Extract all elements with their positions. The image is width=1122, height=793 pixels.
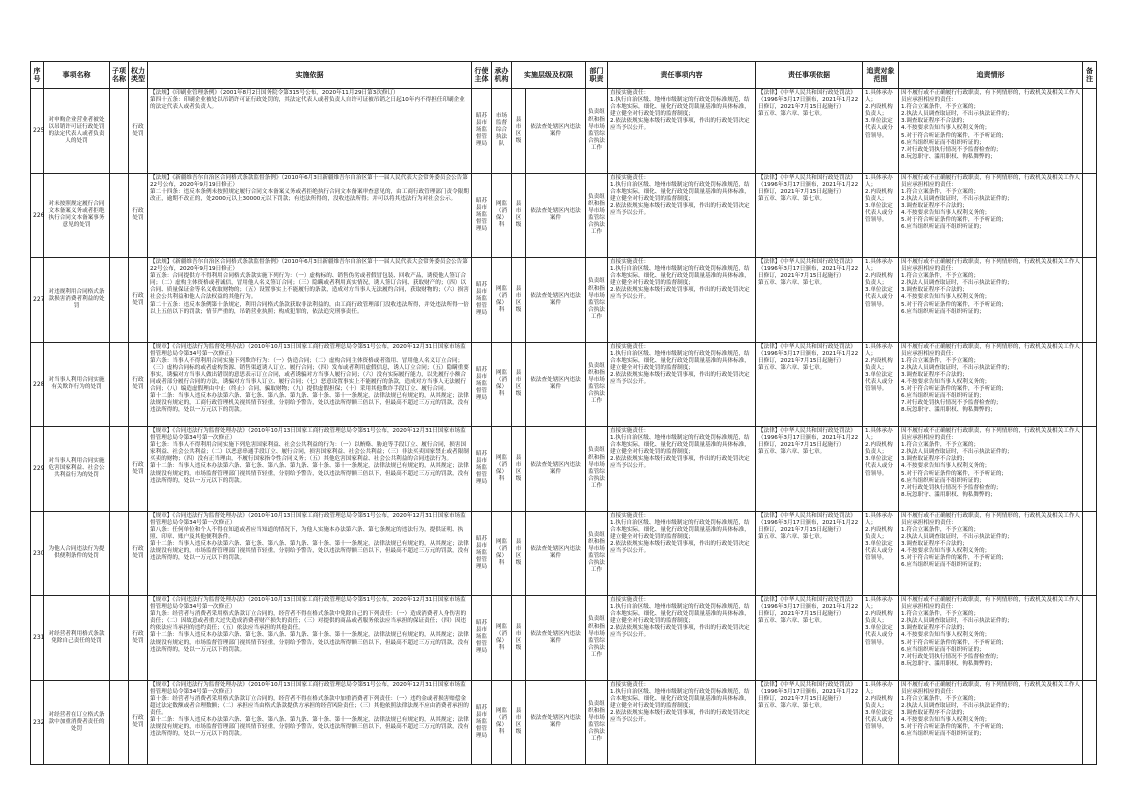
cell-level [512,427,526,512]
cell-duty-basis-text: 【法律】《中华人民共和国行政处罚法》（1996年3月17日颁布，2021年1月22日修订，2021年7月15日起施行） 第五章、第六章、第七章。 [758,259,859,287]
cell-power-type-text: 行政处罚 [132,292,144,306]
cell-duty [608,89,756,174]
cell-authority-text: 依法查处辖区内违法案件 [530,292,581,306]
cell-item-name-text: 对申购企业营业者被处以吊销许可证行政处罚的法定代表人或者负责人的处罚 [48,116,105,144]
cell-org-text: 网监（消保）科 [495,370,508,398]
cell-dept-duty [586,258,608,343]
cell-scope-text: 1.具体承办人； 2.内设机构负责人； 3.单位法定代表人或分管领导。 [865,259,893,308]
cell-scope-text: 1.具体承办人； 2.内设机构负责人； 3.单位法定代表人或分管领导。 [865,512,893,562]
cell-dept-duty-text: 负责组织和指导市场监管综合执法工作 [588,531,605,574]
cell-seq [31,511,44,596]
cell-duty-basis [756,596,863,681]
cell-org-text: 网监（消保）科 [495,454,508,482]
cell-duty-text: 直接实施责任： 1.执行自治区级、地州市级制定的行政处罚标准规范，结合本地实际，细化、量化行政处罚裁量基准的具体标准，建立健全对行政处罚的监督制度； 2.依法依规实施本级行政处罚事项，作出的行政处罚决定应当予以公开。 [610,512,750,554]
cell-dept-duty [586,680,608,765]
cell-duty-basis-text: 【法律】《中华人民共和国行政处罚法》（1996年3月17日颁布，2021年1月22日修订，2021年7月15日起施行） 第五章、第六章、第七章。 [758,343,859,371]
cell-dept-duty-text: 负责组织和指导市场监管综合执法工作 [588,362,605,405]
cell-level [512,342,526,427]
cell-authority-text: 依法查处辖区内违法案件 [530,715,581,729]
cell-duty-text: 直接实施责任： 1.执行自治区级、地州市级制定的行政处罚标准规范，结合本地实际，细化、量化行政处罚裁量基准的具体标准，建立健全对行政处罚的监督制度； 2.依法依规实施本级行政处罚事项，作出的行政处罚决定应当予以公开。 [610,174,750,216]
cell-duty-basis [756,89,863,174]
cell-subject [472,427,492,512]
cell-dept-duty [586,596,608,681]
cell-authority-text: 依法查处辖区内违法案件 [530,630,581,644]
cell-org [492,173,512,258]
cell-scope-text: 1.具体承办人； 2.内设机构负责人； 3.单位法定代表人或分管领导。 [865,174,893,224]
cell-remark [1083,680,1097,765]
cell-item-name-text: 为他人合同违法行为提供便利条件的处罚 [48,546,105,560]
cell-dept-duty [586,427,608,512]
cell-item-name [44,596,110,681]
cell-duty-basis [756,427,863,512]
cell-org-text: 网监（消保）科 [495,623,508,651]
cell-item-name [44,89,110,174]
cell-power-type [129,173,148,258]
cell-power-type-text: 行政处罚 [132,123,144,137]
table-row [31,342,1097,427]
cell-item-name [44,680,110,765]
cell-scope [863,427,899,512]
table-body [31,89,1097,765]
cell-org [492,596,512,681]
cell-dept-duty [586,511,608,596]
cell-subject-text: 昭苏县市场监督管理局 [475,366,488,401]
cell-cases [899,258,1083,343]
cell-org [492,427,512,512]
cell-org [492,258,512,343]
cell-cases [899,173,1083,258]
cell-scope [863,89,899,174]
cell-authority [526,680,586,765]
cell-org [492,342,512,427]
cell-power-type-text: 行政处罚 [132,461,144,475]
cell-seq [31,258,44,343]
cell-duty-basis-text: 【法律】《中华人民共和国行政处罚法》（1996年3月17日颁布，2021年1月22日修订，2021年7月15日起施行） 第五章、第六章、第七章。 [758,597,859,625]
cell-scope [863,680,899,765]
header-basis: 实施依据 [148,62,472,89]
cell-item-name-text: 对未按照规定履行合同文本备案义务或者拒绝执行合同文本备案事务意见的处罚 [48,201,105,229]
cell-item-name-text: 对违规利用合同格式条款损害消费者利益的处罚 [48,289,105,310]
cell-remark [1083,258,1097,343]
cell-duty [608,173,756,258]
cell-level [512,680,526,765]
cell-dept-duty-text: 负责组织和指导市场监管综合执法工作 [588,616,605,658]
cell-subject [472,173,492,258]
cell-basis [148,680,472,765]
cell-duty-text: 直接实施责任： 1.执行自治区级、地州市级制定的行政处罚标准规范，结合本地实际，细化、量化行政处罚裁量基准的具体标准，建立健全对行政处罚的监督制度； 2.依法依规实施本级行政处罚事项，作出的行政处罚决定应当予以公开。 [610,681,750,723]
cell-basis [148,596,472,681]
table-row [31,680,1097,765]
cell-duty-basis [756,173,863,258]
cell-seq [31,173,44,258]
cell-authority-text: 依法查处辖区内违法案件 [530,208,581,222]
cell-seq-text: 227 [33,296,45,304]
cell-duty [608,258,756,343]
header-duty: 责任事项内容 [608,62,756,89]
cell-seq [31,596,44,681]
cell-basis-text: 【规章】《合同违法行为监督处理办法》（2010年10月13日国家工商行政管理总局令第51号公布，2020年12月31日国家市场监督管理总局令第34号第一次修正） 第十条：经营者与消费者采用格式条款订立合同的，经营者不得在格式条款中加重消费者下列责任：（一）违约金或者损害赔偿金超过法定数额或者合理数额；（二）承担应当由格式条款提供方承担的经营风险责任；（三）其他依照法律法规不应由消费者承担的责任。 第十二条：当事人违反本办法第六条、第七条、第八条、第九条、第十条、第十一条规定，法律法规已有规定的，从其规定；法律法规没有规定的，市场监督管理部门视其情节轻重，分别给予警告，处以违法所得额三倍以下，但最高不超过三万元的罚款，没有违法所得的，处以一万元以下的罚款。 [150,681,469,738]
cell-cases-text: 因不履行或不正确履行行政职责，有下列情形的，行政机关及相关工作人员应承担相应的责任： 1.符合立案条件，不予立案的； 2.执法人员调查取证时，不出示执法证件的； 3.调查取证程序不合法的； 4.不按要求告知当事人权利义务的； 5.对于符合听证条件的案件，不予听证的； 6.应当组织听证而不组织听证的； [901,512,1081,569]
cell-sub-item [110,173,129,258]
cell-sub-item [110,258,129,343]
header-scope: 追责对象范围 [863,62,899,89]
cell-cases-text: 因不履行或不正确履行行政职责，有下列情形的，行政机关及相关工作人员应承担相应的责任： 1.符合立案条件，不予立案的； 2.执法人员调查取证时，不出示执法证件的； 3.调查取证程序不合法的； 4.不按要求告知当事人权利义务的； 5.对于符合听证条件的案件，不予听证的； 6.应当组织听证而不组织听证的； 7.对行政处罚执行情况不予监督检查的； 8.玩忽职守、滥用职权、徇私舞弊的； [901,428,1081,498]
cell-subject-text: 昭苏县市场监督管理局 [475,113,488,148]
cell-scope-text: 1.具体承办人； 2.内设机构负责人； 3.单位法定代表人或分管领导。 [865,343,893,393]
cell-authority [526,511,586,596]
cell-power-type [129,596,148,681]
cell-org [492,511,512,596]
cell-duty-basis [756,680,863,765]
cell-scope [863,173,899,258]
cell-duty-basis-text: 【法律】《中华人民共和国行政处罚法》（1996年3月17日颁布，2021年1月22日修订，2021年7月15日起施行） 第五章、第六章、第七章。 [758,174,859,202]
cell-subject [472,342,492,427]
cell-subject [472,511,492,596]
cell-power-type-text: 行政处罚 [132,546,144,560]
cell-authority [526,342,586,427]
cell-duty [608,680,756,765]
cell-cases-text: 因不履行或不正确履行行政职责，有下列情形的，行政机关及相关工作人员应承担相应的责任： 1.符合立案条件，不予立案的； 2.执法人员调查取证时，不出示执法证件的； 3.调查取证程序不合法的； 4.不按要求告知当事人权利义务的； 5.对于符合听证条件的案件，不予听证的； 6.应当组织听证而不组织听证的； [901,174,1081,231]
cell-item-name [44,258,110,343]
cell-item-name-text: 对当事人利用合同实施有关欺诈行为的处罚 [48,377,105,391]
cell-dept-duty-text: 负责组织和指导市场监管综合执法工作 [588,193,605,236]
cell-cases-text: 因不履行或不正确履行行政职责，有下列情形的，行政机关及相关工作人员应承担相应的责任： 1.符合立案条件，不予立案的； 2.执法人员调查取证时，不出示执法证件的； 3.调查取证程序不合法的； 4.不按要求告知当事人权利义务的； 5.对于符合听证条件的案件，不予听证的； 6.应当组织听证而不组织听证的； 7.对行政处罚执行情况不予监督检查的； 8.玩忽职守、滥用职权、徇私舞弊的； [901,343,1081,414]
cell-cases [899,680,1083,765]
duty-list-sheet [30,61,1096,763]
cell-authority [526,173,586,258]
cell-seq-text: 228 [33,380,45,388]
cell-basis-text: 【法规】《新疆维吾尔自治区合同格式条款监督条例》（2010年6月3日新疆维吾尔自治区第十一届人民代表大会常务委员会公告第22号公布，2020年9月19日修正） 第五条：合同提供方不得利用合同格式条款实施下列行为：（一）虚构标的、销售伪劣或者假冒包装、回收产品，诱使他人签订合同；（二）虚构主体资格或者诚信，冒用他人名义签订合同；（三）隐瞒或者利用真实情况，诱人签订合同、获取财产的；（四）以合同、质量保证金等名义收取财物的；（五）设置事实上不能履行的条款，造成对方当事人无法履约合同，获取财物的；（六）损害社会公共利益和他人合法权益的其他行为。 第二十五条：违反本条例第十条规定，利用合同格式条款获取非法利益的，由工商行政管理部门没收违法所得，并处违法所得一倍以上五倍以下的罚款；情节严重的，吊销营业执照；构成犯罪的，依法追究刑事责任。 [150,259,469,315]
cell-seq-text: 231 [33,634,45,642]
cell-seq-text: 232 [33,718,45,726]
cell-subject [472,680,492,765]
cell-remark [1083,173,1097,258]
cell-basis [148,89,472,174]
cell-scope-text: 1.具体承办人； 2.内设机构负责人； 3.单位法定代表人或分管领导。 [865,428,893,477]
header-cases: 追责情形 [899,62,1083,89]
cell-seq-text: 230 [33,549,45,557]
header-remark: 备注 [1083,62,1097,89]
cell-authority-text: 依法查处辖区内违法案件 [530,377,581,391]
cell-scope [863,596,899,681]
cell-subject [472,596,492,681]
table-row [31,89,1097,174]
cell-item-name-text: 对经营者利用格式条款免除自己责任的处罚 [48,630,105,644]
cell-duty [608,427,756,512]
cell-remark [1083,342,1097,427]
cell-level [512,258,526,343]
cell-subject-text: 昭苏县市场监督管理局 [475,197,488,232]
cell-subject-text: 昭苏县市场监督管理局 [475,451,488,486]
cell-level [512,173,526,258]
cell-authority-text: 依法查处辖区内违法案件 [530,546,581,560]
header-sub: 子项名称 [110,62,129,89]
header-org: 承办机构 [492,62,512,89]
cell-org-text: 网监（消保）科 [495,708,508,736]
cell-duty-basis-text: 【法律】《中华人民共和国行政处罚法》（1996年3月17日颁布，2021年1月22日修订，2021年7月15日起施行） 第五章、第六章、第七章。 [758,512,859,540]
cell-level [512,511,526,596]
cell-cases-text: 因不履行或不正确履行行政职责，有下列情形的，行政机关及相关工作人员应承担相应的责任： 1.符合立案条件，不予立案的； 2.执法人员调查取证时，不出示执法证件的； 3.调查取证程序不合法的； 4.不按要求告知当事人权利义务的； 5.对于符合听证条件的案件，不予听证的； 6.应当组织听证而不组织听证的； 7.对行政处罚执行情况不予监督检查的； 8.玩忽职守、滥用职权、徇私舞弊的； [901,90,1081,160]
cell-subject [472,89,492,174]
cell-cases [899,596,1083,681]
cell-duty-basis [756,511,863,596]
cell-seq-text: 229 [33,465,45,473]
cell-level-text: 县市区级 [515,454,522,482]
cell-seq-text: 225 [33,127,45,135]
cell-subject [472,258,492,343]
cell-duty-text: 直接实施责任： 1.执行自治区级、地州市级制定的行政处罚标准规范，结合本地实际，细化、量化行政处罚裁量基准的具体标准，建立健全对行政处罚的监督制度； 2.依法依规实施本级行政处罚事项，作出的行政处罚决定应当予以公开。 [610,428,750,470]
cell-power-type-text: 行政处罚 [132,377,144,391]
table-row [31,173,1097,258]
cell-org-text: 网监（消保）科 [495,201,508,229]
cell-duty-basis-text: 【法律】《中华人民共和国行政处罚法》（1996年3月17日颁布，2021年1月22日修订，2021年7月15日起施行） 第五章、第六章、第七章。 [758,90,859,118]
cell-cases [899,89,1083,174]
header-level: 实施层级及权限 [512,62,586,89]
cell-dept-duty-text: 负责组织和指导市场监管综合执法工作 [588,278,605,320]
cell-scope-text: 1.具体承办人； 2.内设机构负责人； 3.单位法定代表人或分管领导。 [865,681,893,731]
cell-duty-text: 直接实施责任： 1.执行自治区级、地州市级制定的行政处罚标准规范，结合本地实际，细化、量化行政处罚裁量基准的具体标准，建立健全对行政处罚的监督制度； 2.依法依规实施本级行政处罚事项，作出的行政处罚决定应当予以公开。 [610,343,750,385]
cell-subject-text: 昭苏县市场监督管理局 [475,620,488,655]
cell-level [512,596,526,681]
cell-level [512,89,526,174]
cell-sub-item [110,680,129,765]
cell-remark [1083,89,1097,174]
cell-duty-text: 直接实施责任： 1.执行自治区级、地州市级制定的行政处罚标准规范，结合本地实际，细化、量化行政处罚裁量基准的具体标准，建立健全对行政处罚的监督制度； 2.依法依规实施本级行政处罚事项，作出的行政处罚决定应当予以公开。 [610,259,750,301]
cell-duty-basis [756,342,863,427]
cell-level-text: 县市区级 [515,623,522,651]
header-dept-duty: 部门职责 [586,62,608,89]
cell-org-text: 市场监督综合执法队 [495,113,508,148]
cell-org [492,680,512,765]
cell-dept-duty-text: 负责组织和指导市场监管综合执法工作 [588,109,605,151]
cell-cases-text: 因不履行或不正确履行行政职责，有下列情形的，行政机关及相关工作人员应承担相应的责任： 1.符合立案条件，不予立案的； 2.执法人员调查取证时，不出示执法证件的； 3.调查取证程序不合法的； 4.不按要求告知当事人权利义务的； 5.对于符合听证条件的案件，不予听证的； 6.应当组织听证而不组织听证的； 7.对行政处罚执行情况不予监督检查的； 8.玩忽职守、滥用职权、徇私舞弊的； [901,597,1081,667]
cell-basis [148,258,472,343]
cell-item-name-text: 对当事人利用合同实施危害国家利益、社会公共利益行为的处罚 [48,458,105,479]
cell-cases [899,427,1083,512]
cell-dept-duty-text: 负责组织和指导市场监管综合执法工作 [588,700,605,743]
cell-remark [1083,596,1097,681]
cell-level-text: 县市区级 [515,285,522,313]
cell-dept-duty [586,173,608,258]
cell-power-type [129,89,148,174]
cell-authority [526,258,586,343]
cell-duty-basis-text: 【法律】《中华人民共和国行政处罚法》（1996年3月17日颁布，2021年1月22日修订，2021年7月15日起施行） 第五章、第六章、第七章。 [758,428,859,456]
cell-scope-text: 1.具体承办人； 2.内设机构负责人； 3.单位法定代表人或分管领导。 [865,597,893,646]
cell-sub-item [110,342,129,427]
cell-duty-basis-text: 【法律】《中华人民共和国行政处罚法》（1996年3月17日颁布，2021年1月22日修订，2021年7月15日起施行） 第五章、第六章、第七章。 [758,681,859,709]
cell-power-type [129,680,148,765]
cell-item-name-text: 对经营者在订立格式条款中加重消费者责任的处罚 [48,711,105,732]
cell-seq-text: 226 [33,211,45,219]
cell-dept-duty [586,342,608,427]
cell-authority [526,596,586,681]
cell-level-text: 县市区级 [515,370,522,398]
cell-seq [31,427,44,512]
cell-power-type [129,342,148,427]
cell-cases [899,342,1083,427]
cell-basis-text: 【法规】《新疆维吾尔自治区合同格式条款监督条例》（2010年6月3日新疆维吾尔自治区第十一届人民代表大会常务委员会公告第22号公布，2020年9月19日修正） 第二十四条：违反本条例未按照规定履行合同文本备案义务或者拒绝执行合同文本备案审查意见的，由工商行政管理部门责令限期改正，逾期不改正的，处2000元以上30000元以下罚款；有违法所得的，没收违法所得；并可以将其违法行为对社会公示。 [150,174,469,202]
cell-power-type-text: 行政处罚 [132,715,144,729]
cell-scope [863,258,899,343]
cell-seq [31,342,44,427]
cell-basis-text: 【规章】《合同违法行为监督处理办法》（2010年10月13日国家工商行政管理总局令第51号公布，2020年12月31日国家市场监督管理总局令第34号第一次修正） 第六条：当事人不得利用合同实施下列欺诈行为：（一）伪造合同；（二）虚构合同主体资格或者盗用、冒用他人名义订立合同；（三）虚构合同标的或者虚构货源、销售渠道诱人订立、履行合同；（四）发布或者利用虚假信息，诱人订立合同；（五）隐瞒重要事实，诱骗对方当事人做出错误的意思表示订立合同，或者诱骗对方当事人履行合同；（六）没有实际履行能力，以先履行小额合同或者部分履行合同的方法，诱骗对方当事人订立、履行合同；（七）恶意设置事实上不能履行的条款，造成对方当事人无法履行合同；（八）编造虚假理由中止（终止）合同，骗取财物；（九）提供虚假担保；（十）采用其他欺诈手段订立、履行合同。 第十二条：当事人违反本办法第六条、第七条、第八条、第九条、第十条、第十一条规定，法律法规已有规定的，从其规定；法律法规没有规定的，工商行政管理机关视其情节轻重，分别给予警告，处以违法所得额三倍以下，但最高不超过三万元的罚款，没有违法所得的，处以一万元以下的罚款。 [150,343,469,414]
table-row [31,511,1097,596]
cell-sub-item [110,89,129,174]
table-row [31,596,1097,681]
cell-duty [608,342,756,427]
table-row [31,427,1097,512]
cell-power-type [129,427,148,512]
cell-basis [148,511,472,596]
cell-sub-item [110,511,129,596]
cell-level-text: 县市区级 [515,116,522,144]
cell-org-text: 网监（消保）科 [495,539,508,567]
cell-power-type-text: 行政处罚 [132,208,144,222]
cell-authority-text: 依法查处辖区内违法案件 [530,461,581,475]
cell-power-type [129,511,148,596]
cell-authority-text: 依法查处辖区内违法案件 [530,123,581,137]
cell-power-type [129,258,148,343]
cell-duty-text: 直接实施责任： 1.执行自治区级、地州市级制定的行政处罚标准规范，结合本地实际，细化、量化行政处罚裁量基准的具体标准，建立健全对行政处罚的监督制度； 2.依法依规实施本级行政处罚事项，作出的行政处罚决定应当予以公开。 [610,90,750,132]
cell-subject-text: 昭苏县市场监督管理局 [475,704,488,739]
cell-seq [31,680,44,765]
cell-sub-item [110,427,129,512]
cell-scope [863,342,899,427]
cell-seq [31,89,44,174]
header-subject: 行使主体 [472,62,492,89]
cell-authority [526,89,586,174]
header-duty-basis: 责任事项依据 [756,62,863,89]
cell-dept-duty-text: 负责组织和指导市场监管综合执法工作 [588,447,605,489]
cell-item-name [44,173,110,258]
cell-basis-text: 【规章】《合同违法行为监督处理办法》（2010年10月13日国家工商行政管理总局令第51号公布，2020年12月31日国家市场监督管理总局令第34号第一次修正） 第七条：当事人不得利用合同实施下列危害国家利益、社会公共利益的行为：（一）以贿赂、胁迫等手段订立、履行合同，损害国家利益、社会公共利益；（二）以恶意串通手段订立、履行合同，损害国家利益、社会公共利益；（三）非法买卖国家禁止或者限制买卖的财物；（四）没有正当理由，不履行国家指令性合同义务；（五）其他危害国家利益、社会公共利益的合同违法行为。 第十二条：当事人违反本办法第六条、第七条、第八条、第九条、第十条、第十一条规定，法律法规已有规定的，从其规定；法律法规没有规定的，市场监督管理部门视其情节轻重，分别给予警告，处以违法所得额三倍以下，但最高不超过三万元的罚款，没有违法所得的，处以一万元以下的罚款。 [150,428,469,484]
cell-level-text: 县市区级 [515,201,522,229]
cell-duty [608,596,756,681]
cell-authority [526,427,586,512]
cell-subject-text: 昭苏县市场监督管理局 [475,535,488,570]
header-name: 事项名称 [44,62,110,89]
cell-remark [1083,511,1097,596]
cell-basis-text: 【规章】《合同违法行为监督处理办法》（2010年10月13日国家工商行政管理总局令第51号公布，2020年12月31日国家市场监督管理总局令第34号第一次修正） 第九条：经营者与消费者采用格式条款订立合同的，经营者不得在格式条款中免除自己的下列责任：（一）造成消费者人身伤害的责任；（二）因故意或者重大过失造成消费者财产损失的责任；（三）对提供的商品或者服务依法应当承担的保证责任；（四）因违约依法应当承担的违约责任；（五）依法应当承担的其他责任。 第十二条：当事人违反本办法第六条、第七条、第八条、第九条、第十条、第十一条规定，法律法规已有规定的，从其规定；法律法规没有规定的，市场监督管理部门视其情节轻重，分别给予警告，处以违法所得额三倍以下，但最高不超过三万元的罚款，没有违法所得的，处以一万元以下的罚款。 [150,597,469,653]
cell-basis [148,342,472,427]
header-type: 权力类型 [129,62,148,89]
cell-duty-basis [756,258,863,343]
power-duty-table [30,61,1097,765]
cell-item-name [44,342,110,427]
cell-org-text: 网监（消保）科 [495,285,508,313]
table-row [31,258,1097,343]
cell-duty-text: 直接实施责任： 1.执行自治区级、地州市级制定的行政处罚标准规范，结合本地实际，细化、量化行政处罚裁量基准的具体标准，建立健全对行政处罚的监督制度； 2.依法依规实施本级行政处罚事项，作出的行政处罚决定应当予以公开。 [610,597,750,639]
cell-org [492,89,512,174]
cell-subject-text: 昭苏县市场监督管理局 [475,282,488,317]
cell-basis-text: 【法规】《印刷业管理条例》（2001年8月2日国务院令第315号公布，2020年11月29日第3次修订） 第四十五条：印刷企业被处以吊销许可证行政处罚的，其法定代表人或者负责人自许可证被吊销之日起10年内不得担任印刷企业的法定代表人或者负责人。 [150,90,465,111]
table-header-row [31,62,1097,89]
cell-item-name [44,427,110,512]
cell-scope [863,511,899,596]
cell-power-type-text: 行政处罚 [132,630,144,644]
cell-basis [148,427,472,512]
header-seq: 序号 [31,62,44,89]
cell-basis-text: 【规章】《合同违法行为监督处理办法》（2010年10月13日国家工商行政管理总局令第51号公布，2020年12月31日国家市场监督管理总局令第34号第一次修正） 第八条：任何单位和个人不得在知道或者应当知道的情况下，为他人实施本办法第六条、第七条规定的违法行为，提供证明、执照、印章、账户及其他便利条件。 第十二条：当事人违反本办法第六条、第七条、第八条、第九条、第十条、第十一条规定，法律法规已有规定的，从其规定；法律法规没有规定的，市场监督管理部门视其情节轻重，分别给予警告，处以违法所得额三倍以下，但最高不超过三万元的罚款，没有违法所得的，处以一万元以下的罚款。 [150,512,469,562]
cell-dept-duty [586,89,608,174]
cell-item-name [44,511,110,596]
cell-scope-text: 1.具体承办人； 2.内设机构负责人； 3.单位法定代表人或分管领导。 [865,90,893,139]
cell-remark [1083,427,1097,512]
cell-sub-item [110,596,129,681]
cell-cases-text: 因不履行或不正确履行行政职责，有下列情形的，行政机关及相关工作人员应承担相应的责任： 1.符合立案条件，不予立案的； 2.执法人员调查取证时，不出示执法证件的； 3.调查取证程序不合法的； 4.不按要求告知当事人权利义务的； 5.对于符合听证条件的案件，不予听证的； 6.应当组织听证而不组织听证的； [901,681,1081,738]
cell-level-text: 县市区级 [515,539,522,567]
cell-basis [148,173,472,258]
cell-level-text: 县市区级 [515,708,522,736]
cell-cases [899,511,1083,596]
cell-duty [608,511,756,596]
cell-cases-text: 因不履行或不正确履行行政职责，有下列情形的，行政机关及相关工作人员应承担相应的责任： 1.符合立案条件，不予立案的； 2.执法人员调查取证时，不出示执法证件的； 3.调查取证程序不合法的； 4.不按要求告知当事人权利义务的； 5.对于符合听证条件的案件，不予听证的； 6.应当组织听证而不组织听证的； [901,259,1081,315]
